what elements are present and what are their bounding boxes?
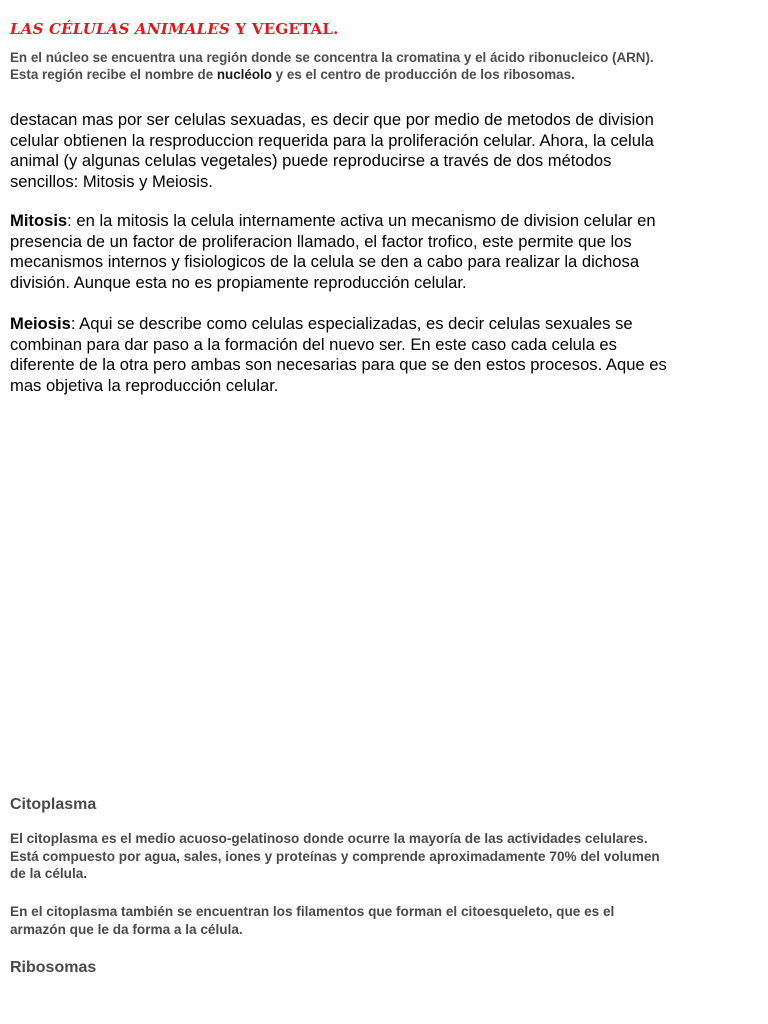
- meiosis-paragraph: [10, 314, 670, 396]
- meiosis-term: Meiosis: [10, 314, 71, 333]
- citoplasma-paragraph-1: El citoplasma es el medio acuoso-gelatinoso donde ocurre la mayoría de las actividades celulares. Está compuesto por agua, sales, iones y proteínas y comprende aproximadamente 70% del volumen de la célula.: [10, 831, 660, 881]
- title-suffix: Y VEGETAL.: [235, 20, 339, 38]
- title-main: LAS CÉLULAS ANIMALES: [10, 20, 231, 38]
- page-title: [10, 20, 339, 38]
- mitosis-paragraph: [10, 211, 670, 293]
- citoplasma-paragraph-2: En el citoplasma también se encuentran los filamentos que forman el citoesqueleto, que es el armazón que le da forma a la célula.: [10, 904, 615, 937]
- intro-text-after: y es el centro de producción de los ribosomas.: [271, 67, 575, 82]
- meiosis-text: : Aqui se describe como celulas especializadas, es decir celulas sexuales se combinan para dar paso a la formación del nuevo ser. En este caso cada celula es diferente de la otra pero ambas son necesarias para que se den estos procesos. Aque es mas objetiva la reproducción celular.: [10, 314, 667, 395]
- citoplasma-heading: Citoplasma: [10, 796, 97, 813]
- mitosis-term: Mitosis: [10, 211, 68, 230]
- intro-paragraph: [10, 49, 660, 83]
- intro-text-before: En el núcleo se encuentra una región donde se concentra la cromatina y el ácido ribonucleico (ARN). Esta región recibe el nombre de: [10, 50, 654, 82]
- reproduction-paragraph: destacan mas por ser celulas sexuadas, es decir que por medio de metodos de division celular obtienen la resproduccion requerida para la proliferación celular. Ahora, la celula animal (y algunas celulas vegetales) puede reproducirse a través de dos métodos sencillos: Mitosis y Meiosis.: [10, 110, 654, 191]
- intro-keyword: nucléolo: [216, 67, 272, 82]
- mitosis-text: : en la mitosis la celula internamente activa un mecanismo de division celular en presencia de un factor de proliferacion llamado, el factor trofico, este permite que los mecanismos internos y fisiologicos de la celula se den a cabo para realizar la dichosa división. Aunque esta no es propiamente reproducción celular.: [10, 211, 656, 292]
- ribosomas-heading: Ribosomas: [10, 959, 97, 976]
